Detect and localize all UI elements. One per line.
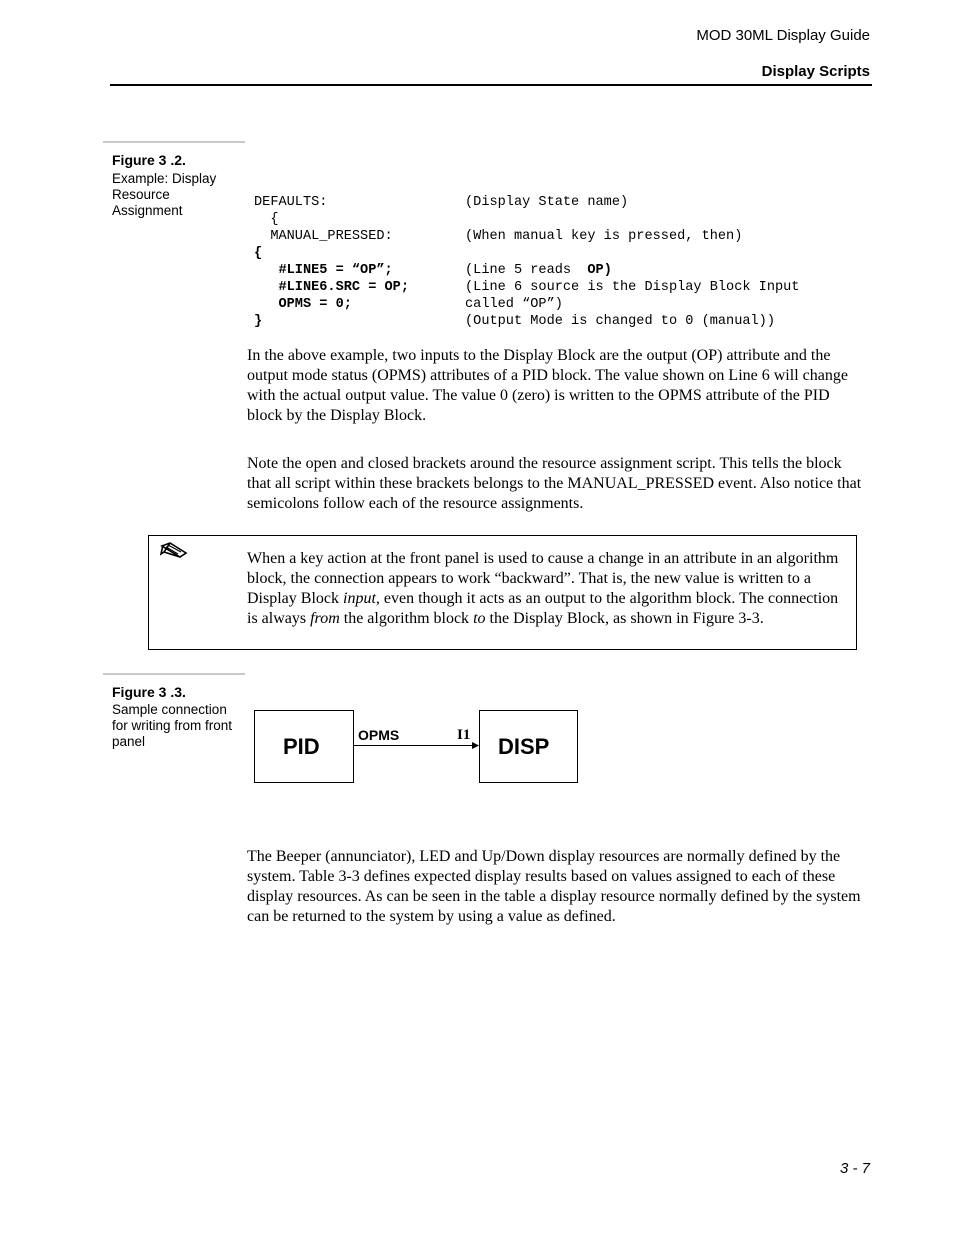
input-label: I1 — [457, 727, 471, 743]
code-comment: (Display State name) — [465, 195, 629, 210]
code-comment: (When manual key is pressed, then) — [465, 229, 743, 244]
header-rule — [110, 84, 872, 86]
code-comment: (Line 5 reads — [465, 263, 588, 278]
document-title: MOD 30ML Display Guide — [696, 27, 870, 44]
body-paragraph: In the above example, two inputs to the Display Block are the output (OP) attribute and the output mode status (OPMS) attributes of a PID block. The value shown on Line 6 will change with the actual output value. The value 0 (zero) is written to the OPMS attribute of the PID block by the Display Block. — [247, 347, 848, 424]
section-title: Display Scripts — [761, 63, 870, 80]
code-line: OPMS = 0; — [254, 297, 352, 312]
wire-label: OPMS — [358, 727, 400, 743]
pid-block-label: PID — [283, 734, 320, 759]
disp-block-label: DISP — [498, 734, 550, 759]
figure-rule — [103, 673, 245, 675]
code-line: { — [254, 212, 279, 227]
code-comment: (Line 6 source is the Display Block Input — [465, 280, 800, 295]
code-line: DEFAULTS: — [254, 195, 328, 210]
body-paragraph: Note the open and closed brackets around the resource assignment script. This tells the block that all script within these brackets belongs to the MANUAL_PRESSED event. Also notice that semicolons follow each of the resource assignments. — [247, 455, 862, 512]
disp-block — [479, 710, 578, 783]
code-comment: (Output Mode is changed to 0 (manual)) — [465, 314, 775, 329]
code-line: MANUAL_PRESSED: — [254, 229, 393, 244]
page-number: 3 - 7 — [839, 1160, 870, 1177]
code-line: { — [254, 246, 263, 261]
code-listing-right — [465, 177, 799, 347]
note-text: When a key action at the front panel is used to cause a change in an attribute in an algorithm block, the connection appears to work “backward”. That is, the new value is written to a Display Block input, even though it acts as an output to the algorithm block. The connection is always from the algorithm block to the Display Block, as shown in Figure 3-3. — [247, 550, 839, 627]
code-comment-bold: OP) — [587, 263, 612, 278]
pid-block — [254, 710, 354, 783]
figure-rule — [103, 141, 245, 143]
pencil-icon — [160, 540, 188, 560]
figure-caption: Example: Display Resource Assignment — [112, 171, 217, 218]
figure-caption: Sample connection for writing from front panel — [112, 702, 233, 749]
code-line: #LINE6.SRC = OP; — [254, 280, 409, 295]
code-line: } — [254, 314, 263, 329]
figure-number: Figure 3 .3. — [112, 684, 186, 700]
code-listing-left — [254, 177, 409, 347]
code-line: #LINE5 = “OP”; — [254, 263, 393, 278]
code-comment: called “OP”) — [465, 297, 563, 312]
figure-number: Figure 3 .2. — [112, 152, 186, 168]
body-paragraph: The Beeper (annunciator), LED and Up/Down display resources are normally defined by the system. Table 3-3 defines expected display results based on values assigned to each of these display resources. As can be seen in the table a display resource normally defined by the system can be returned to the system by using a value as defined. — [247, 848, 861, 925]
